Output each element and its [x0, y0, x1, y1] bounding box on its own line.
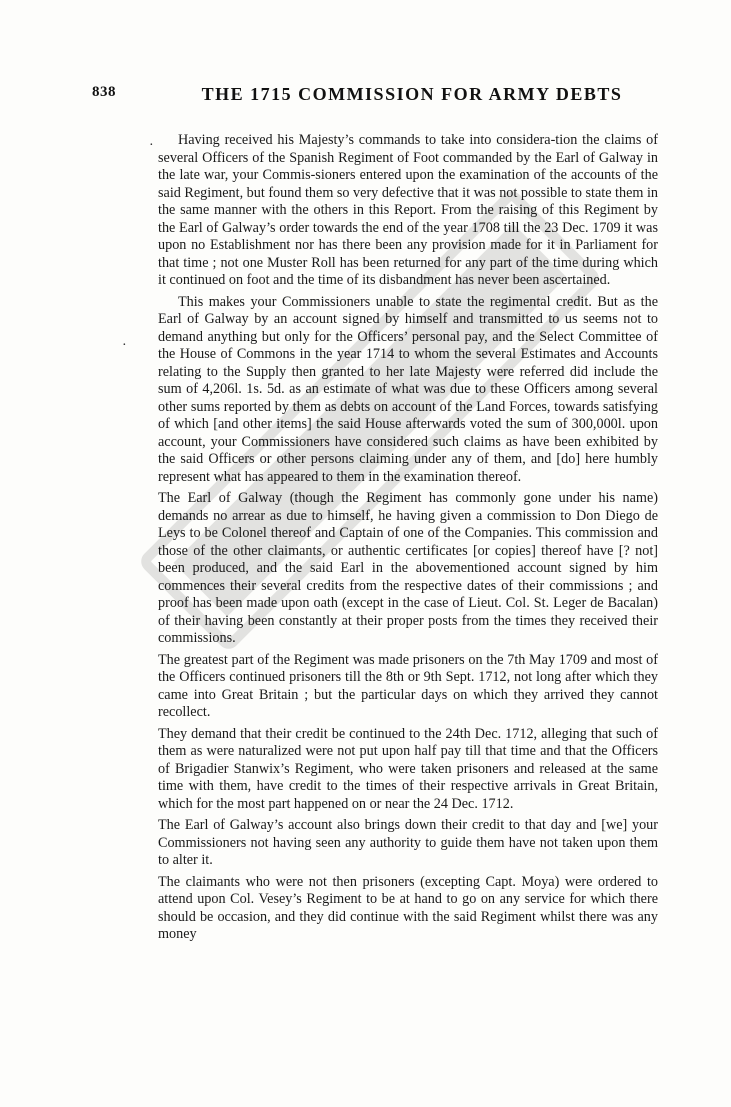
paragraph: The greatest part of the Regiment was made prisoners on the 7th May 1709 and most of the Officers continued prisoners till the 8th or 9th Sept. 1712, not long after which they came into Great Britain ; but the particular days on which they arrived they cannot recollect.: [158, 651, 658, 720]
paragraph: Having received his Majesty’s commands to take into considera-tion the claims of several Officers of the Spanish Regiment of Foot commanded by the Earl of Galway in the late war, your Commis-sioners entered upon the examination of the accounts of the said Regiment, but found them so very defective that it was not possible to state them in the same manner with the others in this Report. From the raising of this Regiment by the Earl of Galway’s order towards the end of the year 1708 till the 23 Dec. 1709 it was upon no Establishment nor has there been any provision made for it in Parliament for that time ; not one Muster Roll has been returned for any part of the time during which it continued on foot and the time of its disbandment has never been ascertained.: [158, 132, 659, 288]
paragraph: The claimants who were not then prisoners (excepting Capt. Moya) were ordered to attend upon Col. Vesey’s Regiment to be at hand to go on any service for which there should be occasion, and they did continue with the said Regiment whilst there was any money: [158, 873, 658, 942]
paragraph: The Earl of Galway’s account also brings down their credit to that day and [we] your Commissioners not having seen any authority to guide them have not taken upon them to alter it.: [158, 817, 658, 868]
paragraph: This makes your Commissioners unable to state the regimental credit. But as the Earl of Galway by an account signed by himself and transmitted to us seems not to demand anything but only for the Officers’ personal pay, and the Select Committee of the House of Commons in the year 1714 to whom the several Estimates and Accounts relating to the Supply then granted to her late Majesty were referred did include the sum of 4,206l. 1s. 5d. as an estimate of what was due to these Officers among several other sums reported by them as debts on account of the Land Forces, towards satisfying of which [and other items] the said House afterwards voted the sum of 300,000l. upon account, your Commissioners have considered such claims as have been exhibited by the said Officers or other persons claiming under any of them, and [do] here humbly represent what has appeared to them in the examination thereof.: [158, 293, 658, 485]
paragraph: The Earl of Galway (though the Regiment has commonly gone under his name) demands no arrear as due to himself, he having given a commission to Don Diego de Leys to be Colonel thereof and Captain of one of the Companies. This commission and those of the other claimants, or authentic certificates [or copies] thereof have [? not] been produced, and the said Earl in the abovementioned account signed by him commences their several credits from the respective dates of their commissions ; and proof has been made upon oath (except in the case of Lieut. Col. St. Leger de Bacalan) of their having been constantly at their proper posts from the times they received their commissions.: [158, 490, 658, 646]
page-number: 838: [92, 84, 116, 100]
margin-dot: ·: [122, 338, 127, 353]
report-body: [158, 132, 658, 948]
page-header: [92, 84, 662, 108]
paragraph: They demand that their credit be continued to the 24th Dec. 1712, alleging that such of them as were naturalized were not put upon half pay till that time and that the Officers of Brigadier Stanwix’s Regiment, who were taken prisoners and released at the same time with them, have credit to the times of their respective arrivals in Great Britain, which for the most part happened on or near the 24 Dec. 1712.: [158, 725, 658, 812]
running-title: THE 1715 COMMISSION FOR ARMY DEBTS: [201, 84, 623, 104]
margin-dot: ·: [149, 138, 154, 153]
